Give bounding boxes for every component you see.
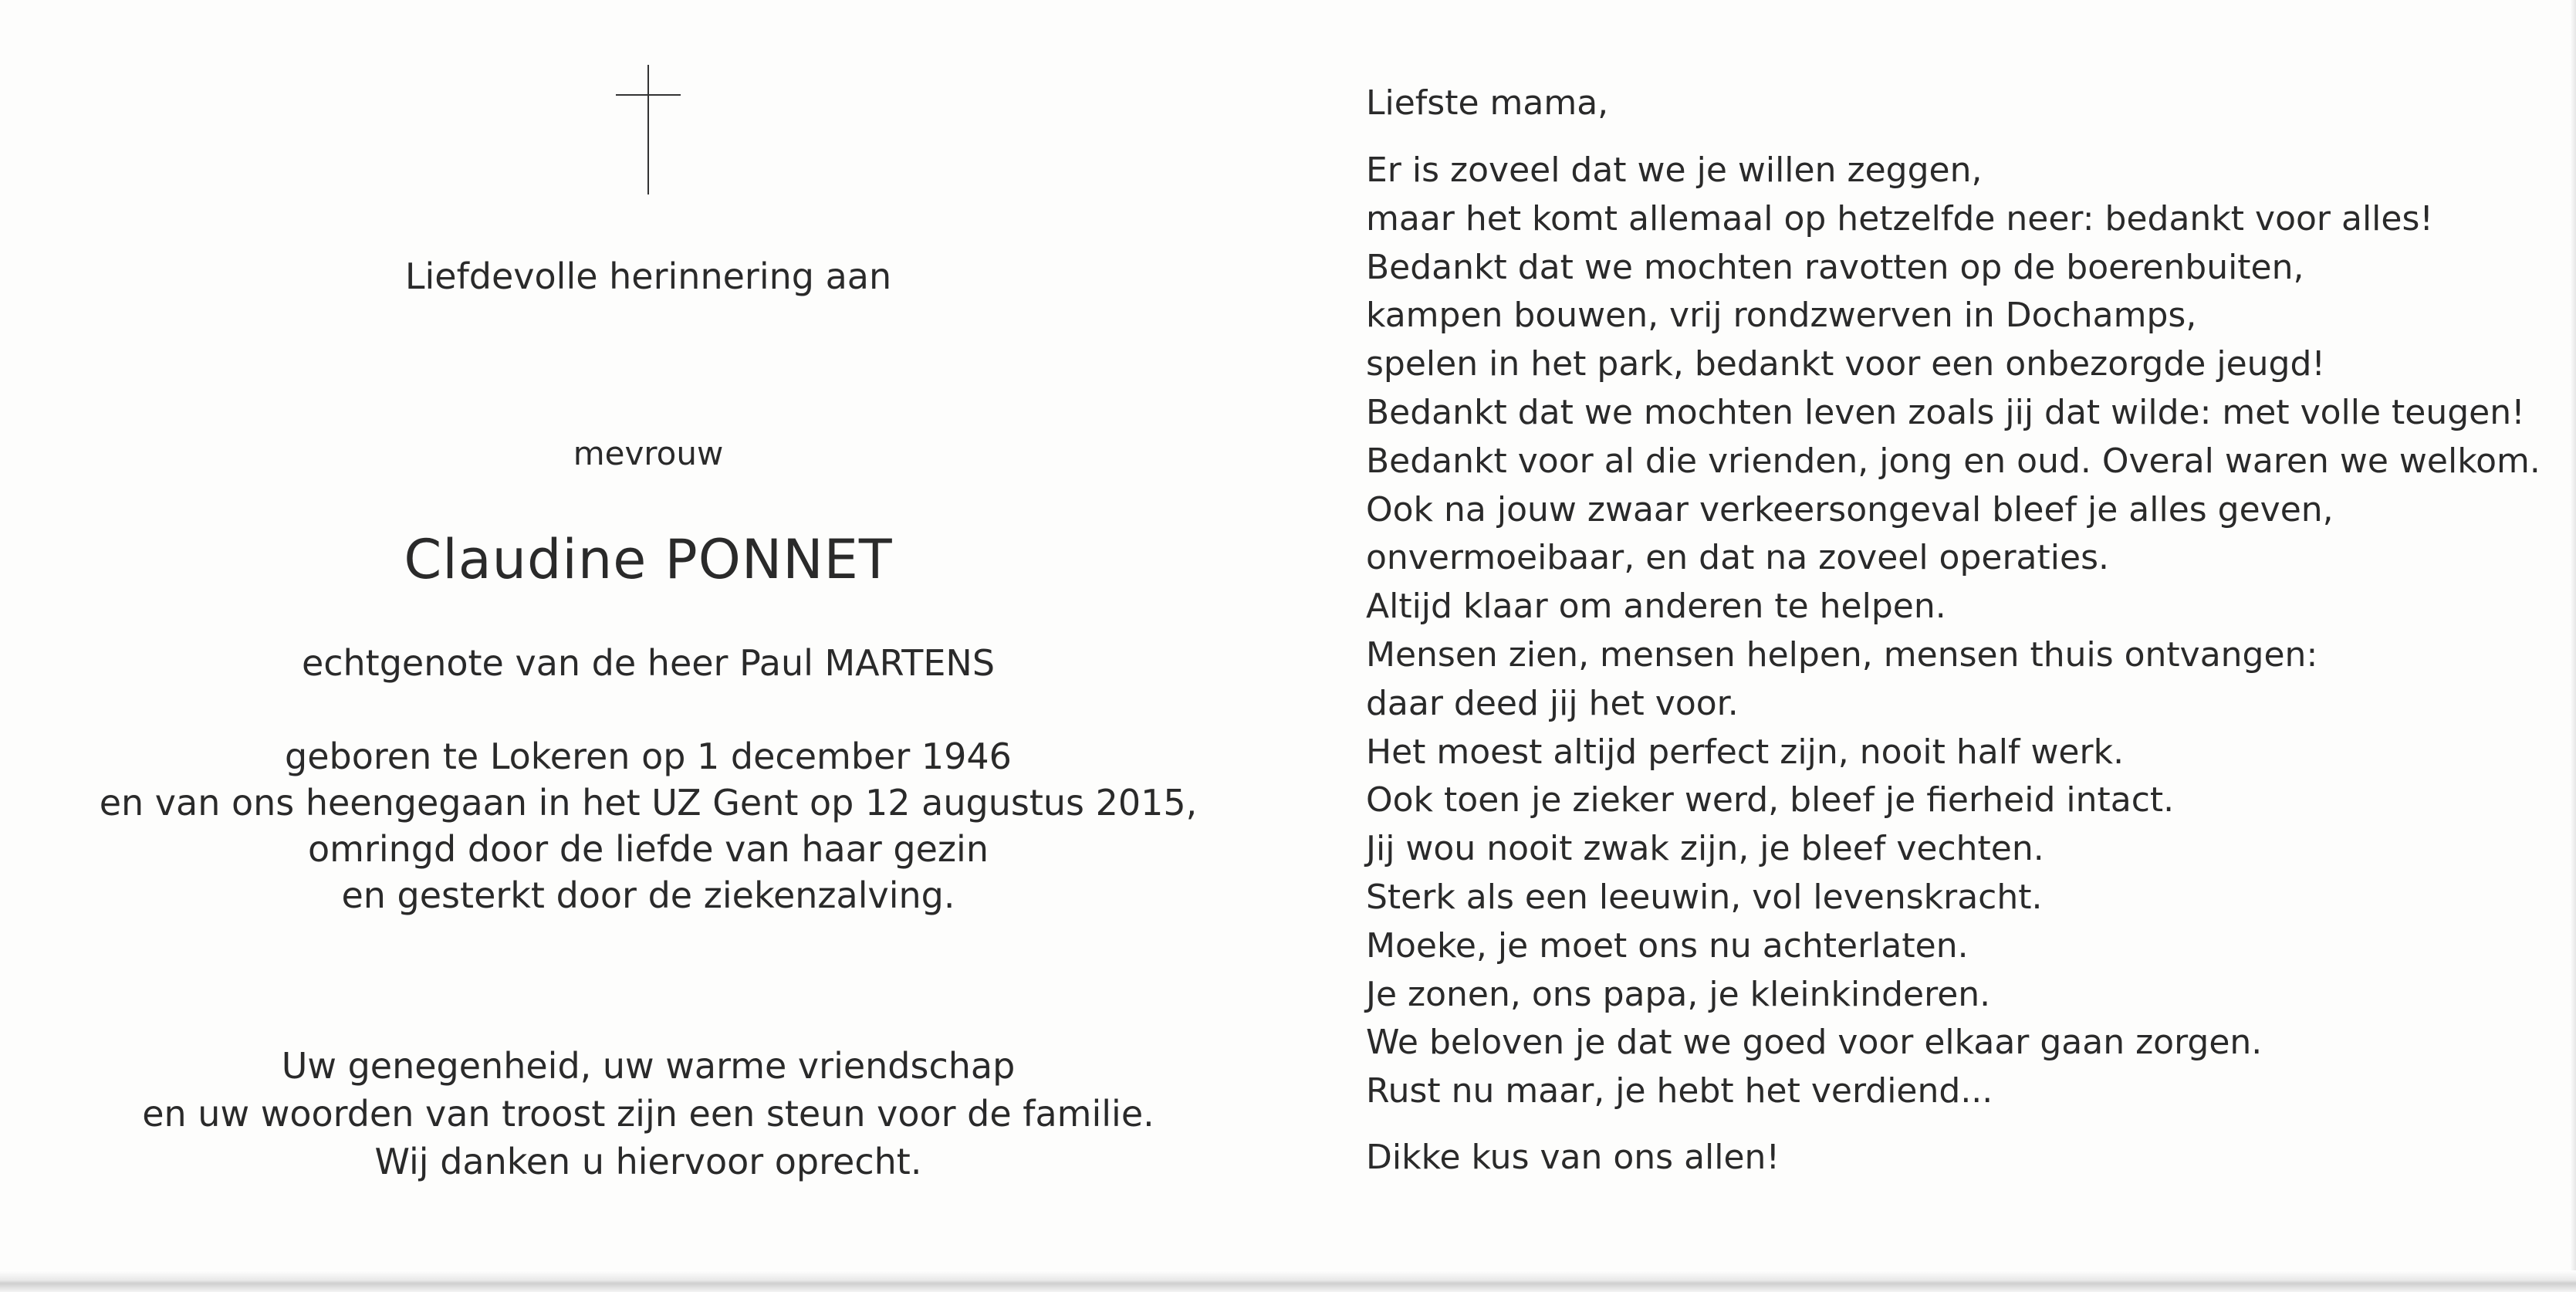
date-line: en van ons heengegaan in het UZ Gent op 12 augustus 2015, <box>99 782 1198 824</box>
date-line: omringd door de liefde van haar gezin <box>308 828 989 870</box>
poem-line: spelen in het park, bedankt voor een onbezorgde jeugd! <box>1366 344 2326 384</box>
life-dates <box>0 733 1296 918</box>
poem-line: Bedankt dat we mochten ravotten op de boerenbuiten, <box>1366 247 2304 287</box>
poem-line: Jij wou nooit zwak zijn, je bleef vechten. <box>1366 829 2044 869</box>
cross-icon <box>616 65 681 194</box>
thanks-text <box>0 1042 1296 1185</box>
intro-text: Liefdevolle herinnering aan <box>404 255 892 297</box>
deceased-name: Claudine PONNET <box>404 528 893 591</box>
poem-line: We beloven je dat we goed voor elkaar gaan zorgen. <box>1366 1023 2263 1063</box>
poem-line: Altijd klaar om anderen te helpen. <box>1366 587 1946 627</box>
left-page <box>0 0 1281 1266</box>
card-bottom-edge <box>0 1270 2576 1292</box>
poem-line: Mensen zien, mensen helpen, mensen thuis ontvangen: <box>1366 634 2318 675</box>
poem-line: maar het komt allemaal op hetzelfde neer: bedankt voor alles! <box>1366 198 2434 238</box>
poem-closing: Dikke kus van ons allen! <box>1366 1138 1780 1177</box>
poem-line: Er is zoveel dat we je willen zeggen, <box>1366 151 1983 190</box>
poem-line: onvermoeibaar, en dat na zoveel operaties. <box>1366 538 2109 578</box>
poem-line: Sterk als een leeuwin, vol levenskracht. <box>1366 877 2043 917</box>
date-line: geboren te Lokeren op 1 december 1946 <box>285 736 1012 777</box>
date-line: en gesterkt door de ziekenzalving. <box>341 874 955 916</box>
poem-line: Ook toen je zieker werd, bleef je fierheid intact. <box>1366 780 2175 820</box>
poem-line: Moeke, je moet ons nu achterlaten. <box>1366 925 1969 966</box>
poem-line: Je zonen, ons papa, je kleinkinderen. <box>1366 974 1991 1014</box>
poem-line: Rust nu maar, je hebt het verdiend... <box>1366 1071 1993 1111</box>
right-page <box>1366 0 2554 1266</box>
poem-greeting: Liefste mama, <box>1366 83 1609 123</box>
poem-line: Bedankt voor al die vrienden, jong en oud. Overal waren we welkom. <box>1366 441 2541 481</box>
poem-line: Ook na jouw zwaar verkeersongeval bleef je alles geven, <box>1366 489 2334 529</box>
card-edge <box>2570 0 2576 1292</box>
poem-line: Het moest altijd perfect zijn, nooit half werk. <box>1366 732 2125 772</box>
thanks-line: en uw woorden van troost zijn een steun voor de familie. <box>142 1093 1154 1135</box>
thanks-line: Uw genegenheid, uw warme vriendschap <box>281 1045 1016 1087</box>
spouse-line: echtgenote van de heer Paul MARTENS <box>301 642 996 684</box>
poem-line: daar deed jij het voor. <box>1366 683 1739 723</box>
thanks-line: Wij danken u hiervoor oprecht. <box>374 1141 922 1182</box>
poem-line: Bedankt dat we mochten leven zoals jij dat wilde: met volle teugen! <box>1366 392 2525 432</box>
title-prefix: mevrouw <box>573 435 724 472</box>
poem-line: kampen bouwen, vrij rondzwerven in Dochamps, <box>1366 296 2197 336</box>
poem-body <box>1366 147 2541 1116</box>
